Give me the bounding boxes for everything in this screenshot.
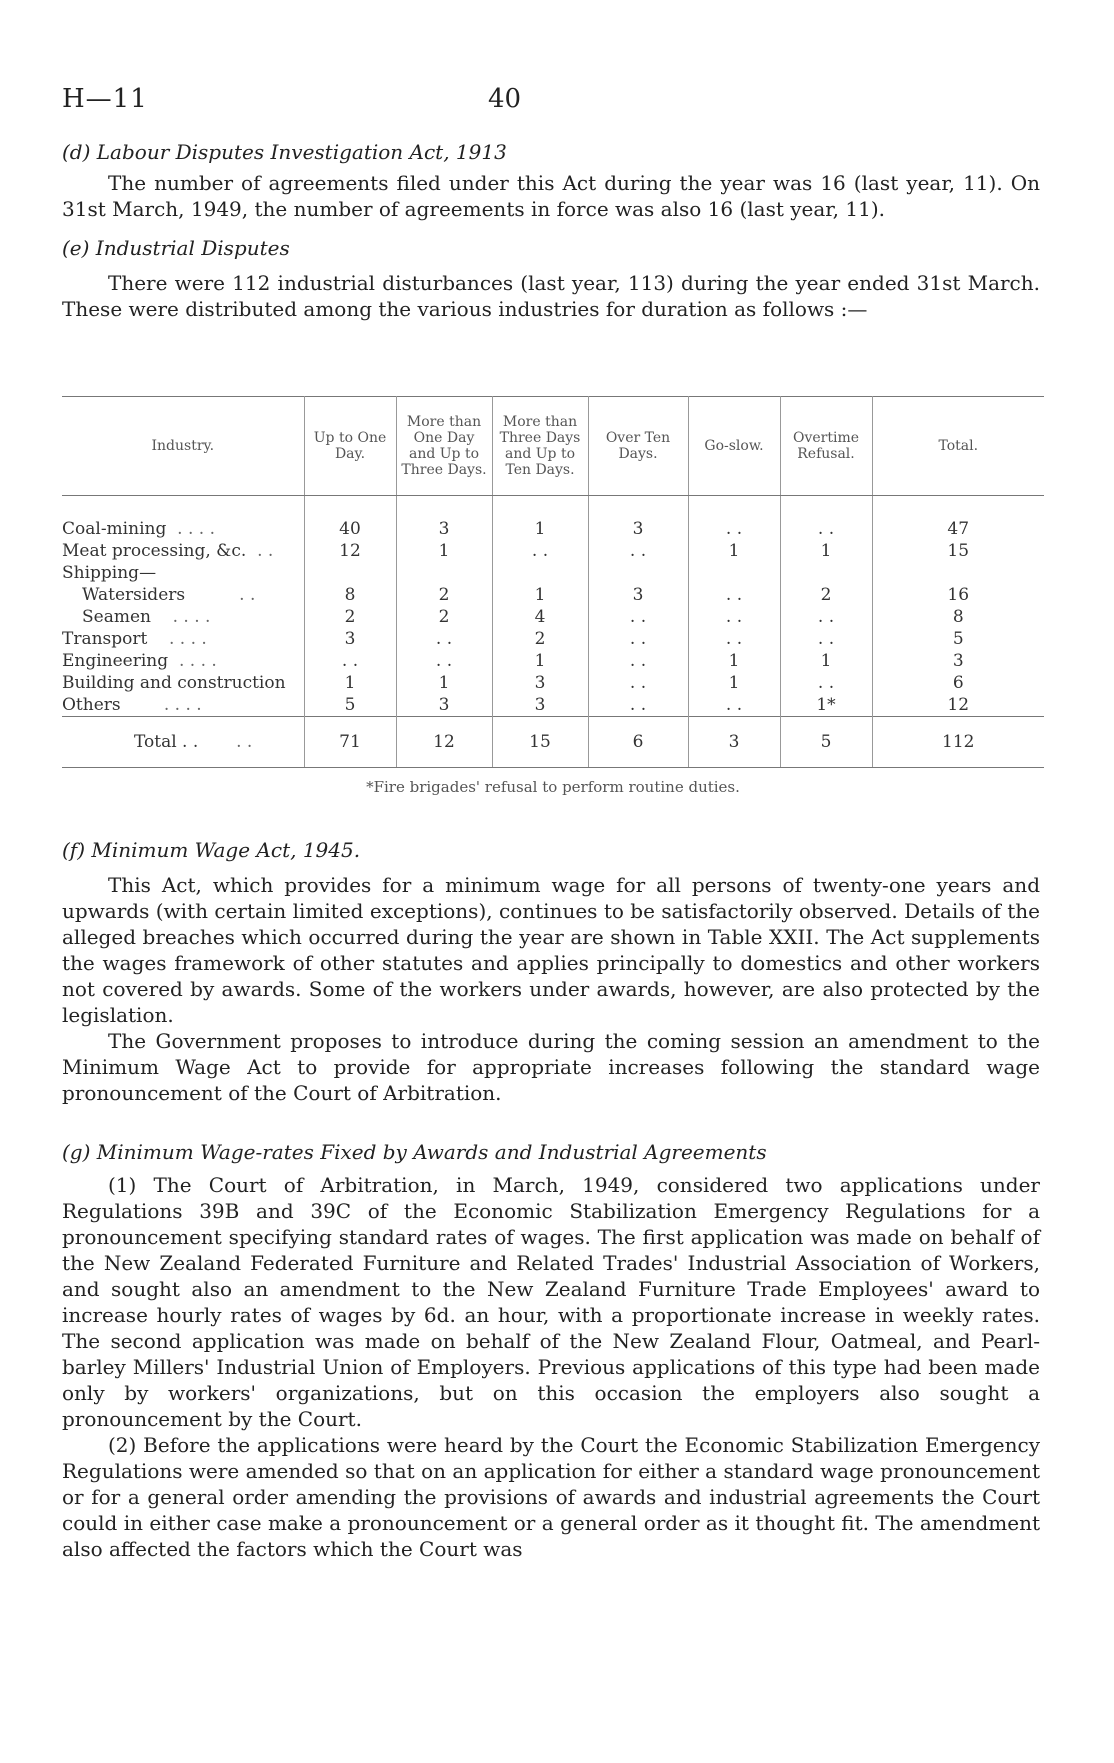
cell-three-to-ten-days: 3: [492, 694, 588, 717]
cell-one-to-three-days: 2: [396, 584, 492, 606]
section-e-heading: (e) Industrial Disputes: [62, 236, 290, 260]
cell-up-to-one-day: 2: [304, 606, 396, 628]
cell-go-slow: 1: [688, 650, 780, 672]
industry-name: Transport: [62, 629, 148, 649]
section-d-text: [62, 170, 1040, 222]
cell-over-ten-days: . .: [588, 694, 688, 717]
header-three-to-ten-days: More than Three Days and Up to Ten Days.: [492, 397, 588, 496]
cell-one-to-three-days: 2: [396, 606, 492, 628]
cell-total: 12: [947, 695, 970, 715]
total-label: Total . .: [134, 732, 199, 752]
cell-over-ten-days: 3: [588, 584, 688, 606]
cell-one-to-three-days: . .: [396, 628, 492, 650]
cell-go-slow: . .: [688, 628, 780, 650]
cell-go-slow: . .: [688, 584, 780, 606]
cell-over-ten-days: . .: [588, 540, 688, 562]
total-three-to-ten-days: 15: [492, 717, 588, 768]
page-number: 40: [488, 84, 522, 114]
industry-name: Seamen: [82, 607, 151, 627]
section-g-paragraph-2: (2) Before the applications were heard by the Court the Economic Stabilization Emergency Regulations were amended so that on an application for either a standard wage pronouncement or for a general order amending the provisions of awards and industrial agreements the Court could in either case make a pronouncement or a general order as it thought fit. The amendment also affected the factors which the Court was: [62, 1433, 1040, 1561]
disputes-table: [62, 396, 1044, 768]
industry-name: Watersiders: [82, 585, 186, 605]
section-f-paragraph-1: This Act, which provides for a minimum wage for all persons of twenty-one years and upwards (with certain limited exceptions), continues to be satisfactorily observed. Details of the alleged breaches which occurred during the year are shown in Table XXII. The Act supplements the wages framework of other statutes and applies principally to domestics and other workers not covered by awards. Some of the workers under awards, however, are also protected by the legislation.: [62, 873, 1040, 1027]
section-g-heading: (g) Minimum Wage-rates Fixed by Awards and Industrial Agreements: [62, 1140, 767, 1164]
table-row: [62, 606, 1044, 628]
cell-up-to-one-day: 40: [304, 496, 396, 541]
cell-three-to-ten-days: 3: [492, 672, 588, 694]
cell-up-to-one-day: 5: [304, 694, 396, 717]
cell-over-ten-days: . .: [588, 628, 688, 650]
total-one-to-three-days: 12: [396, 717, 492, 768]
cell-up-to-one-day: 12: [304, 540, 396, 562]
table-row: [62, 562, 1044, 584]
cell-three-to-ten-days: . .: [492, 540, 588, 562]
cell-over-ten-days: . .: [588, 672, 688, 694]
leader-dots: . . . .: [163, 695, 202, 715]
header-go-slow: Go-slow.: [688, 397, 780, 496]
section-f-text: [62, 872, 1040, 1106]
cell-up-to-one-day: 1: [304, 672, 396, 694]
cell-total: 6: [952, 673, 964, 693]
cell-overtime-refusal: 2: [780, 584, 872, 606]
total-up-to-one-day: 71: [304, 717, 396, 768]
cell-total: 15: [947, 541, 970, 561]
industry-name: Building and construction: [62, 673, 286, 693]
cell-three-to-ten-days: 1: [492, 496, 588, 541]
cell-overtime-refusal: . .: [780, 606, 872, 628]
leader-dots: . . . .: [177, 519, 215, 539]
header-over-ten-days: Over Ten Days.: [588, 397, 688, 496]
total-go-slow: 3: [688, 717, 780, 768]
table-row: [62, 496, 1044, 541]
cell-go-slow: . .: [688, 694, 780, 717]
table-row: [62, 584, 1044, 606]
cell-one-to-three-days: 3: [396, 694, 492, 717]
cell-go-slow: 1: [688, 540, 780, 562]
table-row: [62, 540, 1044, 562]
cell-overtime-refusal: . .: [780, 496, 872, 541]
cell-overtime-refusal: . .: [780, 672, 872, 694]
industry-name: Coal-mining: [62, 519, 167, 539]
total-over-ten-days: 6: [588, 717, 688, 768]
section-f-paragraph-2: The Government proposes to introduce during the coming session an amendment to the Minimum Wage Act to provide for appropriate increases following the standard wage pronouncement of the Court of Arbitration.: [62, 1029, 1040, 1105]
cell-three-to-ten-days: 1: [492, 650, 588, 672]
cell-total: 8: [952, 607, 964, 627]
header-overtime-refusal: Overtime Refusal.: [780, 397, 872, 496]
cell-one-to-three-days: 1: [396, 540, 492, 562]
cell-three-to-ten-days: 4: [492, 606, 588, 628]
header-total: Total.: [872, 397, 1044, 496]
table-row: [62, 628, 1044, 650]
cell-go-slow: . .: [688, 496, 780, 541]
cell-over-ten-days: 3: [588, 496, 688, 541]
table-row: [62, 672, 1044, 694]
cell-total: 3: [952, 651, 964, 671]
leader-dots: . .: [239, 585, 256, 605]
table-footnote: *Fire brigades' refusal to perform routine duties.: [366, 778, 740, 796]
cell-one-to-three-days: 3: [396, 496, 492, 541]
header-one-to-three-days: More than One Day and Up to Three Days.: [396, 397, 492, 496]
cell-up-to-one-day: 8: [304, 584, 396, 606]
cell-overtime-refusal: 1*: [780, 694, 872, 717]
industry-name: Meat processing, &c.: [62, 541, 247, 561]
section-g-text: [62, 1172, 1040, 1562]
cell-three-to-ten-days: 2: [492, 628, 588, 650]
header-industry: Industry.: [62, 397, 304, 496]
cell-up-to-one-day: 3: [304, 628, 396, 650]
section-d-paragraph: The number of agreements filed under this Act during the year was 16 (last year, 11). On 31st March, 1949, the number of agreements in force was also 16 (last year, 11).: [62, 171, 1040, 221]
section-e-paragraph: There were 112 industrial disturbances (last year, 113) during the year ended 31st March. These were distributed among the various industries for duration as follows :—: [62, 271, 1040, 321]
cell-go-slow: 1: [688, 672, 780, 694]
industry-name: Others: [62, 695, 121, 715]
leader-dots: . .: [236, 732, 253, 752]
leader-dots: . . . .: [172, 607, 211, 627]
table-row: [62, 650, 1044, 672]
cell-overtime-refusal: 1: [780, 650, 872, 672]
cell-total: 5: [952, 629, 964, 649]
industry-name: Engineering: [62, 651, 169, 671]
grand-total: 112: [872, 717, 1044, 768]
total-row: [62, 717, 1044, 768]
cell-three-to-ten-days: 1: [492, 584, 588, 606]
cell-up-to-one-day: . .: [304, 650, 396, 672]
total-overtime-refusal: 5: [780, 717, 872, 768]
leader-dots: . .: [257, 541, 274, 561]
section-g-paragraph-1: (1) The Court of Arbitration, in March, 1949, considered two applications under Regulations 39B and 39C of the Economic Stabilization Emergency Regulations for a pronouncement specifying standard rates of wages. The first application was made on behalf of the New Zealand Federated Furniture and Related Trades' Industrial Association of Workers, and sought also an amendment to the New Zealand Furniture Trade Employees' award to increase hourly rates of wages by 6d. an hour, with a proportionate increase in weekly rates. The second application was made on behalf of the New Zealand Flour, Oatmeal, and Pearl-barley Millers' Industrial Union of Employers. Previous applications of this type had been made only by workers' organizations, but on this occasion the employers also sought a pronouncement by the Court.: [62, 1173, 1040, 1431]
leader-dots: . . . .: [168, 629, 207, 649]
cell-one-to-three-days: 1: [396, 672, 492, 694]
industry-name: Shipping—: [62, 563, 157, 583]
cell-total: 16: [947, 585, 970, 605]
cell-over-ten-days: . .: [588, 650, 688, 672]
report-code: H—11: [62, 84, 148, 114]
cell-one-to-three-days: . .: [396, 650, 492, 672]
header-up-to-one-day: Up to One Day.: [304, 397, 396, 496]
leader-dots: . . . .: [178, 651, 217, 671]
section-e-text: [62, 270, 1040, 322]
cell-over-ten-days: . .: [588, 606, 688, 628]
section-f-heading: (f) Minimum Wage Act, 1945.: [62, 838, 361, 862]
cell-total: 47: [947, 519, 970, 539]
industrial-disputes-table: [62, 396, 1044, 796]
cell-overtime-refusal: . .: [780, 628, 872, 650]
cell-overtime-refusal: 1: [780, 540, 872, 562]
cell-go-slow: . .: [688, 606, 780, 628]
section-d-heading: (d) Labour Disputes Investigation Act, 1913: [62, 140, 507, 164]
table-row: [62, 694, 1044, 717]
